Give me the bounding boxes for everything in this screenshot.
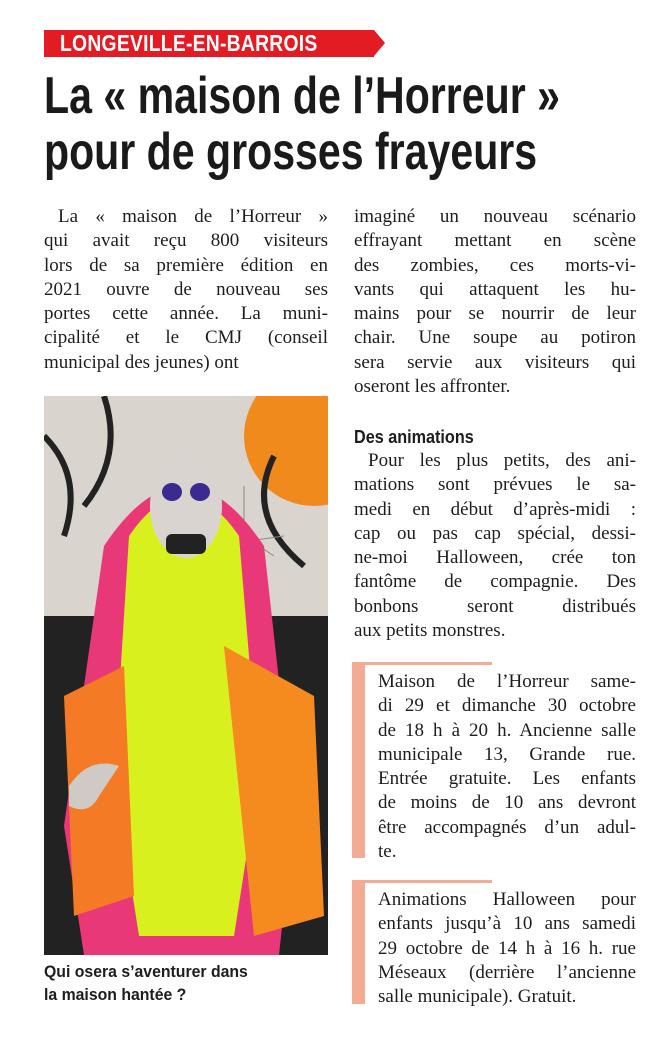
headline-line: La « maison de l’Horreur » bbox=[44, 67, 560, 125]
box-side-bar bbox=[352, 880, 365, 1004]
headline bbox=[44, 68, 648, 180]
text-line: oseront les affronter. bbox=[354, 376, 511, 398]
text-line: Animations Halloween pour bbox=[378, 889, 636, 910]
text-line: lors de sa première édition en bbox=[44, 254, 328, 276]
text-line: enfants jusqu’à 10 ans samedi bbox=[378, 913, 636, 935]
box-top-rule bbox=[352, 662, 492, 665]
text-line: qui avait reçu 800 visiteurs bbox=[44, 230, 328, 252]
info-box-animations bbox=[352, 880, 636, 1006]
section-kicker bbox=[44, 30, 374, 57]
box-side-bar bbox=[352, 662, 365, 858]
text-line: municipale 13, Grande rue. bbox=[378, 743, 636, 765]
text-line: 29 octobre de 14 h à 16 h. rue bbox=[378, 937, 636, 959]
info-box-text bbox=[378, 888, 636, 1009]
text-line: cap ou pas cap spécial, dessi- bbox=[354, 522, 636, 544]
continuation-paragraph bbox=[354, 205, 636, 399]
text-line: medi en début d’après-midi : bbox=[354, 498, 636, 520]
text-line: de 18 h à 20 h. Ancienne salle bbox=[378, 719, 636, 741]
animations-paragraph bbox=[354, 449, 636, 643]
info-box-text bbox=[378, 670, 636, 864]
text-line: effrayant mettant en scène bbox=[354, 230, 636, 252]
text-line: Pour les plus petits, des ani- bbox=[368, 450, 636, 471]
text-line: chair. Une soupe au potiron bbox=[354, 327, 636, 349]
text-line: de moins de 10 ans devront bbox=[378, 792, 636, 814]
haunted-ghost-image bbox=[44, 396, 328, 955]
text-line: vants qui attaquent les hu- bbox=[354, 278, 636, 300]
subheading: Des animations bbox=[354, 427, 474, 447]
text-line: Entrée gratuite. Les enfants bbox=[378, 768, 636, 790]
text-line: salle municipale). Gratuit. bbox=[378, 986, 577, 1008]
text-line: mains pour se nourrir de leur bbox=[354, 303, 636, 325]
text-line: di 29 et dimanche 30 octobre bbox=[378, 695, 636, 717]
text-line: des zombies, ces morts-vi- bbox=[354, 254, 636, 276]
intro-paragraph bbox=[44, 205, 328, 375]
text-line: Méseaux (derrière l’ancienne bbox=[378, 961, 636, 983]
text-line: Maison de l’Horreur same- bbox=[378, 671, 636, 692]
headline-line: pour de grosses frayeurs bbox=[44, 123, 538, 181]
text-line: aux petits monstres. bbox=[354, 620, 506, 642]
text-line: te. bbox=[378, 841, 397, 863]
box-top-rule bbox=[352, 880, 492, 883]
caption-line: Qui osera s’aventurer dans bbox=[44, 962, 248, 981]
text-line: municipal des jeunes) ont bbox=[44, 351, 239, 373]
text-line: être accompagnés d’un adul- bbox=[378, 816, 636, 838]
caption-line: la maison hantée ? bbox=[44, 985, 187, 1004]
text-line: sera servie aux visiteurs qui bbox=[354, 351, 636, 373]
subhead-block bbox=[354, 425, 636, 449]
text-line: imaginé un nouveau scénario bbox=[354, 206, 636, 227]
kicker-text: LONGEVILLE-EN-BARROIS bbox=[60, 30, 318, 56]
text-line: bonbons seront distribués bbox=[354, 595, 636, 617]
photo-caption bbox=[44, 960, 248, 1006]
text-line: La « maison de l’Horreur » bbox=[58, 206, 328, 227]
text-line: 2021 ouvre de nouveau ses bbox=[44, 278, 328, 300]
text-line: mations sont prévues le sa- bbox=[354, 474, 636, 496]
info-box-maison bbox=[352, 662, 636, 862]
text-line: portes cette année. La muni- bbox=[44, 303, 328, 325]
article-photo bbox=[44, 396, 328, 955]
text-line: cipalité et le CMJ (conseil bbox=[44, 327, 328, 349]
text-line: fantôme de compagnie. Des bbox=[354, 571, 636, 593]
text-line: ne-moi Halloween, crée ton bbox=[354, 547, 636, 569]
